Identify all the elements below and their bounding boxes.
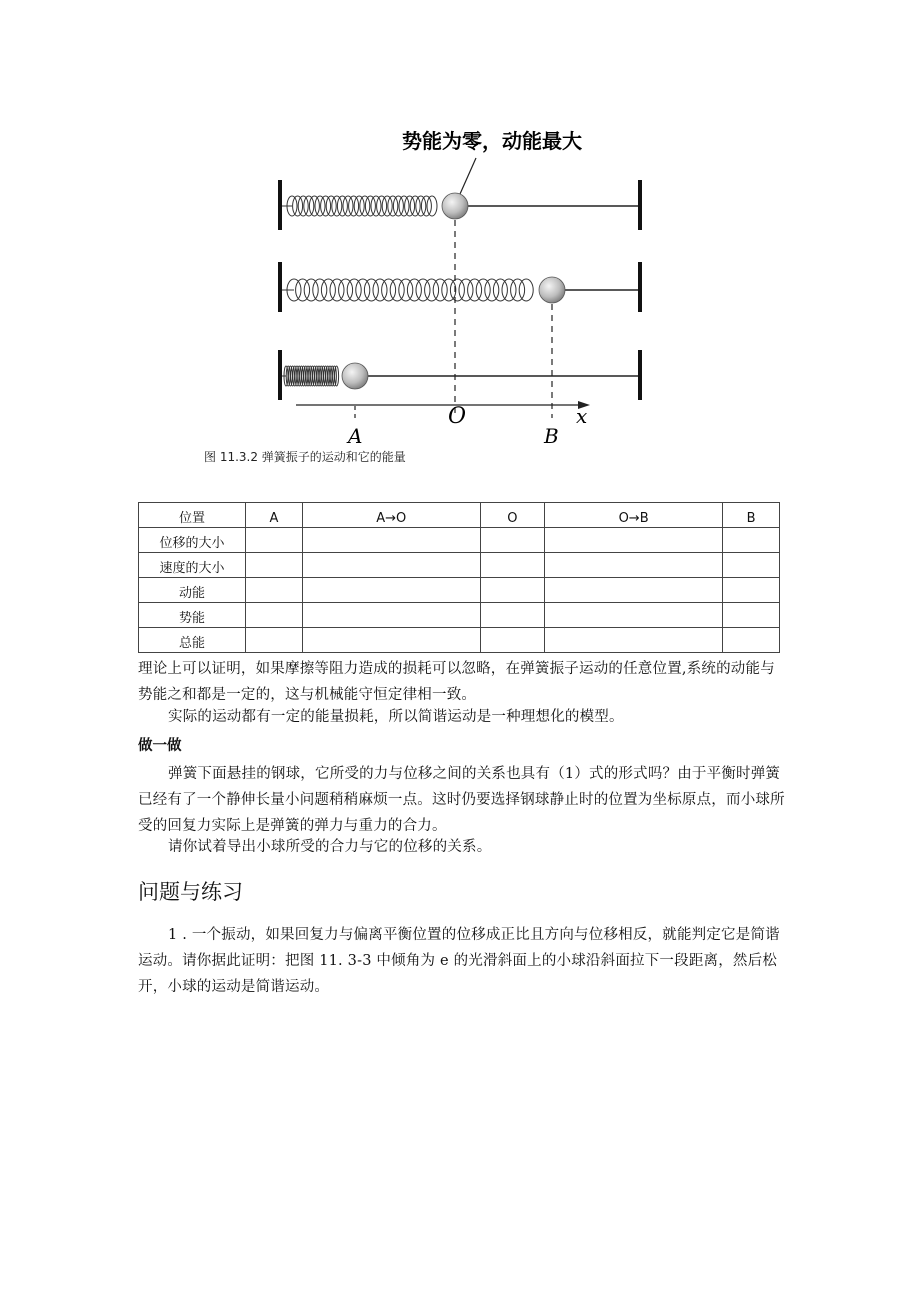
spring-coil-loop xyxy=(293,196,303,216)
spring-coil-loop xyxy=(360,196,370,216)
spring-coil-loop xyxy=(416,279,430,301)
table-cell xyxy=(723,603,780,628)
table-cell xyxy=(246,603,303,628)
label-A: A xyxy=(348,424,363,448)
spring-coil-loop xyxy=(309,196,319,216)
figure-caption: 图 11.3.2 弹簧振子的运动和它的能量 xyxy=(204,450,406,464)
header-cell: A→O xyxy=(302,503,480,528)
table-cell xyxy=(302,553,480,578)
annotation-label: 势能为零，动能最大 xyxy=(402,129,582,153)
spring-coil-loop xyxy=(459,279,473,301)
spring-coil-loop xyxy=(298,196,308,216)
spring-coil-loop xyxy=(416,196,426,216)
spring-coil-loop xyxy=(371,196,381,216)
table-cell xyxy=(246,628,303,653)
spring-coil-loop xyxy=(332,196,342,216)
header-cell: 位置 xyxy=(139,503,246,528)
spring-coil-loop xyxy=(354,196,364,216)
label-O: O xyxy=(448,404,467,429)
table-cell xyxy=(545,553,723,578)
spring-coil-loop xyxy=(382,279,396,301)
table-cell xyxy=(545,578,723,603)
table-cell xyxy=(302,603,480,628)
spring-coil-loop xyxy=(421,196,431,216)
table-cell xyxy=(246,553,303,578)
table-cell xyxy=(723,578,780,603)
ball-1 xyxy=(442,193,468,219)
energy-table xyxy=(138,502,780,653)
spring-coil-loop xyxy=(356,279,370,301)
spring-coil-loop xyxy=(450,279,464,301)
table-cell xyxy=(723,528,780,553)
paragraph-ideal-model: 实际的运动都有一定的能量损耗，所以简谐运动是一种理想化的模型。 xyxy=(168,709,624,725)
spring-coil-loop xyxy=(343,196,353,216)
spring-coil-loop xyxy=(405,196,415,216)
spring-coil-loop xyxy=(321,279,335,301)
row-label: 动能 xyxy=(139,578,246,603)
table-cell xyxy=(246,528,303,553)
table-cell xyxy=(480,603,544,628)
spring-coil-loop xyxy=(373,279,387,301)
table-cell xyxy=(545,628,723,653)
table-header-row xyxy=(139,503,780,528)
header-cell: O→B xyxy=(545,503,723,528)
spring-2 xyxy=(282,279,533,301)
spring-coil-loop xyxy=(476,279,490,301)
spring-coil-loop xyxy=(425,279,439,301)
spring-diagram xyxy=(262,118,662,448)
spring-coil-loop xyxy=(321,196,331,216)
spring-coil-loop xyxy=(347,279,361,301)
table-row xyxy=(139,603,780,628)
spring-coil-loop xyxy=(410,196,420,216)
spring-coil-loop xyxy=(399,196,409,216)
header-cell: O xyxy=(480,503,544,528)
spring-coil-loop xyxy=(399,279,413,301)
table-row xyxy=(139,553,780,578)
spring-coil-loop xyxy=(493,279,507,301)
annotation-leader xyxy=(460,158,476,194)
spring-coil-loop xyxy=(382,196,392,216)
spring-coil-loop xyxy=(485,279,499,301)
table-cell xyxy=(480,628,544,653)
spring-coil-loop xyxy=(326,196,336,216)
spring-1 xyxy=(282,196,437,216)
table-cell xyxy=(480,578,544,603)
table-row xyxy=(139,578,780,603)
spring-coil-loop xyxy=(442,279,456,301)
spring-coil-loop xyxy=(427,196,437,216)
spring-coil-loop xyxy=(330,279,344,301)
spring-coil-loop xyxy=(502,279,516,301)
spring-coil-loop xyxy=(313,279,327,301)
spring-coil-loop xyxy=(433,279,447,301)
row-label: 位移的大小 xyxy=(139,528,246,553)
spring-coil-loop xyxy=(296,279,310,301)
table-cell xyxy=(480,528,544,553)
table-cell xyxy=(723,628,780,653)
spring-coil-loop xyxy=(519,279,533,301)
header-cell: B xyxy=(723,503,780,528)
spring-coil-loop xyxy=(393,196,403,216)
row-label: 速度的大小 xyxy=(139,553,246,578)
spring-coil-loop xyxy=(388,196,398,216)
table-row xyxy=(139,628,780,653)
ball-2 xyxy=(539,277,565,303)
paragraph-derive: 请你试着导出小球所受的合力与它的位移的关系。 xyxy=(168,839,492,855)
table-cell xyxy=(480,553,544,578)
table-cell xyxy=(246,578,303,603)
table-row xyxy=(139,528,780,553)
spring-coil-loop xyxy=(377,196,387,216)
table-cell xyxy=(723,553,780,578)
label-x: x xyxy=(576,404,588,428)
spring-oscillator-figure xyxy=(262,118,662,448)
spring-coil-loop xyxy=(315,196,325,216)
spring-coil-loop xyxy=(304,279,318,301)
table-cell xyxy=(302,628,480,653)
header-cell: A xyxy=(246,503,303,528)
table-cell xyxy=(545,528,723,553)
label-B: B xyxy=(544,424,559,448)
ball-3 xyxy=(342,363,368,389)
spring-coil-loop xyxy=(468,279,482,301)
spring-coil-loop xyxy=(349,196,359,216)
paragraph-energy-conservation: 理论上可以证明，如果摩擦等阻力造成的损耗可以忽略，在弹簧振子运动的任意位置,系统的动能与势能之和都是一定的，这与机械能守恒定律相一致。 xyxy=(138,661,775,703)
spring-coil-loop xyxy=(337,196,347,216)
spring-coil-loop xyxy=(390,279,404,301)
heading-exercises: 问题与练习 xyxy=(138,880,243,904)
spring-coil-loop xyxy=(304,196,314,216)
spring-coil-loop xyxy=(339,279,353,301)
spring-coil-loop xyxy=(364,279,378,301)
table-cell xyxy=(302,578,480,603)
row-label: 总能 xyxy=(139,628,246,653)
row-label: 势能 xyxy=(139,603,246,628)
spring-coil-loop xyxy=(365,196,375,216)
heading-try-it: 做一做 xyxy=(138,738,182,754)
spring-coil-loop xyxy=(407,279,421,301)
exercise-1: 1 . 一个振动，如果回复力与偏离平衡位置的位移成正比且方向与位移相反，就能判定它是简谐运动。请你据此证明：把图 11. 3-3 中倾角为 e 的光滑斜面上的小球沿斜面拉下一段距离，然后松开，小球的运动是简谐运动。 xyxy=(138,927,780,995)
spring-3 xyxy=(282,366,339,386)
table-cell xyxy=(302,528,480,553)
spring-coil-loop xyxy=(511,279,525,301)
paragraph-hanging-ball: 弹簧下面悬挂的钢球，它所受的力与位移之间的关系也具有（1）式的形式吗？由于平衡时弹簧已经有了一个静伸长量小问题稍稍麻烦一点。这时仍要选择钢球静止时的位置为坐标原点，而小球所受的回复力实际上是弹簧的弹力与重力的合力。 xyxy=(138,766,785,834)
table-cell xyxy=(545,603,723,628)
